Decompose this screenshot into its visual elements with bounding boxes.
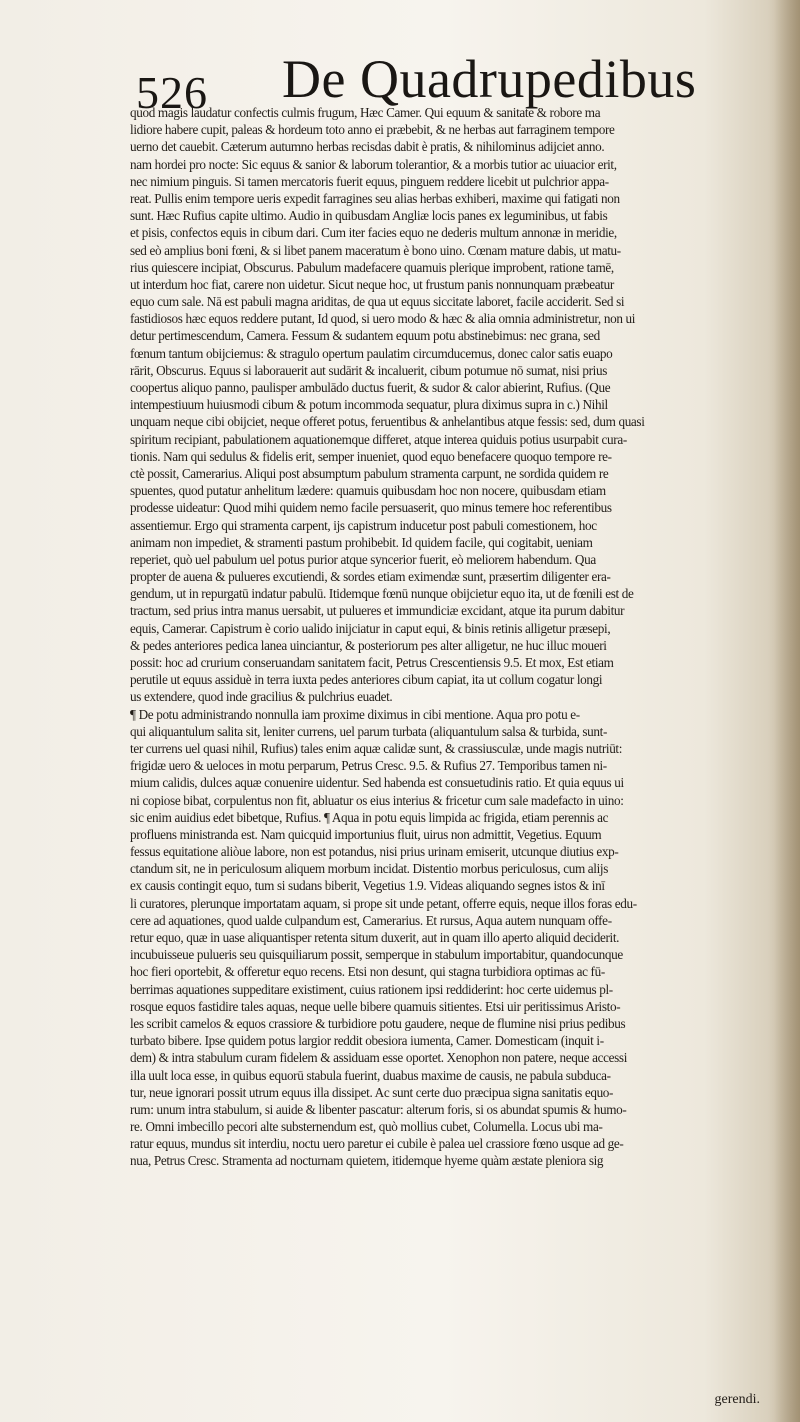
text-line: perutile ut equus assiduè in terra iuxta pedes anteriores cibum capiat, ita ut collum cogatur longi	[130, 672, 603, 688]
text-line: profluens ministranda est. Nam quicquid importunius fluit, uirus non admittit, Vegetius. Equum	[130, 826, 602, 842]
text-line: hoc fieri oportebit, & offeretur equo recens. Etsi non desunt, qui stagna turbidiora optimas ac fū-	[130, 964, 605, 980]
text-line: sed eò amplius boni fœni, & si libet panem maceratum è bono uino. Cœnam mature dabis, ut matu-	[130, 242, 621, 258]
text-line: fastidiosos hæc equos reddere putant, Id quod, si uero modo & hæc & alia omnia administretur, non ui	[130, 311, 636, 327]
text-line: ¶ De potu administrando nonnulla iam proxime diximus in cibi mentione. Aqua pro potu e-	[130, 706, 580, 722]
text-line: us extendere, quod inde gracilius & pulchrius euadet.	[130, 689, 393, 705]
text-line: ter currens uel quasi nihil, Rufius) tales enim aquæ calidæ sunt, & crassiusculæ, unde magis nutriūt:	[130, 740, 623, 756]
text-line: rārit, Obscurus. Equus si laborauerit aut sudārit & incaluerit, cibum potumue nō sumat, nisi prius	[130, 362, 607, 378]
text-line: tractum, sed prius intra manus uersabit, ut pulueres et immundiciæ excidant, atque ita purum dabitur	[130, 603, 625, 619]
text-line: unquam neque cibi obijciet, neque offeret potus, feruentibus & anhelantibus atque fessis: sed, dum quasi	[130, 414, 645, 430]
text-line: propter de auena & pulueres excutiendi, & sordes etiam eximendæ sunt, præsertim diligenter era-	[130, 569, 611, 585]
text-line: sunt. Hæc Rufius capite ultimo. Audio in quibusdam Angliæ locis panes ex leguminibus, ut fabis	[130, 208, 608, 224]
text-line: nec nimium pinguis. Si tamen mercatoris fuerit equus, pinguem reddere licebit ut pulchrior appa-	[130, 173, 609, 189]
text-line: coopertus aliquo panno, paulisper ambulādo ductus fuerit, & sudor & calor abierint, Rufius. (Que	[130, 380, 611, 395]
text-line: nua, Petrus Cresc. Stramenta ad nocturnam quietem, itidemque hyeme quàm æstate pleniora sig	[130, 1153, 604, 1169]
text-line: & pedes anteriores pedica lanea uinciantur, & posteriorum pes alter alligetur, ne huc illuc moueri	[130, 637, 607, 653]
text-line: turbato bibere. Ipse quidem potus largior reddit obesiora iumenta, Camer. Domesticam (inquit i-	[130, 1033, 604, 1049]
text-line: detur pertimescendum, Camera. Fessum & sudantem equum potu abstinebimus: nec grana, sed	[130, 328, 600, 344]
text-line: tionis. Nam qui sedulus & fidelis erit, semper inueniet, quod equo benefacere quoquo tempore re-	[130, 448, 612, 464]
text-line: lidiore habere cupit, paleas & hordeum toto anno ei præbebit, & ne herbas aut farraginem tempore	[130, 122, 615, 138]
catchword: gerendi.	[714, 1392, 760, 1407]
text-line: ratur equus, mundus sit interdiu, noctu uero paretur ei cubile è palea uel crassiore fœno usque ad ge-	[130, 1136, 624, 1152]
text-line: intempestiuum huiusmodi cibum & potum incommoda sequatur, plura diximus supra in c.) Nihil	[130, 397, 608, 413]
text-line: incubuisseue pulueris seu quisquiliarum possit, semperque in stabulum importabitur, quandocunque	[130, 947, 623, 963]
text-line: assentiemur. Ergo qui stramenta carpent, ijs capistrum inducetur post pabuli comestionem, hoc	[130, 517, 597, 533]
text-line: ni copiose bibat, corpulentus non fit, abluatur os eius interius & fricetur cum sale madefacto in uino:	[130, 792, 624, 808]
text-line: li curatores, plerunque importatam aquam, si prope sit unde petant, offerre equis, neque illos foras edu-	[130, 895, 637, 911]
text-line: fessus equitatione aliòue labore, non est potandus, nisi prius urinam emiserit, utcunque diutius exp-	[130, 844, 619, 860]
text-line: qui aliquantulum salita sit, leniter currens, uel parum turbata (aliquantulum salsa & turbida, sunt-	[130, 723, 607, 739]
text-line: rosque equos fastidire tales aquas, neque uelle bibere quamuis sitientes. Etsi uir peritissimus Aristo-	[130, 998, 621, 1014]
text-line: prodesse uideatur: Quod mihi quidem nemo facile persuaserit, quo minus temere hoc referentibus	[130, 500, 612, 516]
text-line: illa uult loca esse, in quibus equorū stabula fuerint, duabus maxime de causis, ne pabula subduca-	[130, 1067, 611, 1083]
text-line: reperiet, quò uel pabulum uel potus purior atque syncerior fuerit, eò meliorem habendum. Qua	[130, 551, 596, 567]
text-line: ex causis contingit equo, tum si sudans biberit, Vegetius 1.9. Videas aliquando segnes istos & inī	[130, 878, 605, 894]
text-line: quod magis laudatur confectis culmis frugum, Hæc Camer. Qui equum & sanitate & robore ma	[130, 105, 601, 120]
text-line: frigidæ uero & ueloces in motu perparum, Petrus Cresc. 9.5. & Rufius 27. Temporibus tamen ni-	[130, 758, 607, 774]
text-line: dem) & intra stabulum curam fidelem & assiduam esse oportet. Xenophon non patere, neque accessi	[130, 1050, 628, 1066]
page-number: 526	[136, 67, 208, 118]
text-line: ut interdum hoc fiat, carere non uidetur. Sicut neque hoc, ut frustum panis nonnunquam præbeatur	[130, 276, 614, 292]
text-line: spiritum recipiant, pabulationem aquationemque differet, atque interea quiduis potius usurpabit cura-	[130, 431, 627, 447]
running-title: De Quadrupedibus	[282, 49, 697, 109]
text-line: mium calidis, dulces aquæ conuenire uidentur. Sed habenda est consuetudinis ratio. Et quia equus ui	[130, 775, 624, 791]
text-line: cere ad aquationes, quod ualde culpandum est, Camerarius. Et rursus, Aqua autem nunquam offe-	[130, 912, 612, 928]
text-line: tur, neue ignorari possit utrum equus illa dissipet. Ac sunt certe duo præcipua signa sanitatis equo-	[130, 1084, 614, 1100]
body-text	[130, 104, 782, 1170]
text-line: rum: unum intra stabulum, si auide & libenter pascatur: alterum foris, si os abundat spumis & humo-	[130, 1101, 627, 1117]
text-line: berrimas aquationes suppeditare existiment, cuius rationem ipsi reddiderint: hoc certe uidemus pl-	[130, 981, 613, 997]
text-line: nam hordei pro nocte: Sic equus & sanior & laborum tolerantior, & a morbis tutior ac uiuacior erit,	[130, 156, 617, 172]
text-line: ctè possit, Camerarius. Aliqui post absumptum pabulum stramenta carpunt, ne sordida quidem re	[130, 465, 609, 481]
text-line: re. Omni imbecillo pecori alte substernendum est, quò mollius cubet, Columella. Locus ubi ma-	[130, 1119, 603, 1135]
text-line: gendum, ut in repurgatū indatur pabulū. Itidemque fœnū nunque obijcietur equo ita, ut de fœnili est de	[130, 586, 634, 602]
text-line: les scribit camelos & equos crassiore & turbidiore potu gaudere, neque de flumine nisi prius pedibus	[130, 1015, 626, 1031]
text-line: rius quiescere incipiat, Obscurus. Pabulum madefacere quamuis plerique improbent, ratione tamē,	[130, 259, 614, 275]
text-line: ctandum sit, ne in periculosum aliquem morbum incidat. Distentio morbus periculosus, cum alijs	[130, 861, 609, 877]
text-line: sic enim auidius edet bibetque, Rufius. ¶ Aqua in potu equis limpida ac frigida, etiam perennis ac	[130, 809, 609, 825]
text-line: spuentes, quod putatur anhelitum lædere: quamuis quibusdam hoc non nocere, quibusdam etiam	[130, 483, 606, 499]
text-line: possit: hoc ad crurium conseruandam sanitatem facit, Petrus Crescentiensis 9.5. Et mox, Est etiam	[130, 655, 614, 670]
text-line: animam non impediet, & stramenti pastum prohibebit. Id quidem facile, qui cogitabit, ueniam	[130, 534, 593, 550]
text-line: equo cum sale. Nā est pabuli magna ariditas, de qua ut equus siccitate laboret, facile acciderit. Sed si	[130, 294, 625, 310]
text-line: equis, Camerar. Capistrum è corio ualido inijciatur in caput equi, & binis retinis alligetur præsepi,	[130, 620, 611, 636]
text-line: fœnum tantum obijciemus: & stragulo opertum paulatim circumducemus, donec calor satis euapo	[130, 345, 613, 361]
text-line: et pisis, confectos equis in cibum dari. Cum iter facies equo ne dederis multum annonæ in meridie,	[130, 225, 617, 241]
text-line: uerno det cauebit. Cæterum autumno herbas recisdas dabit è pratis, & nihilominus adijciet anno.	[130, 139, 605, 155]
text-line: reat. Pullis enim tempore ueris expedit farragines seu alias herbas exhiberi, maxime qui fatigati non	[130, 190, 620, 206]
text-line: retur equo, quæ in uase aliquantisper retenta situm duxerit, aut in quam illo aperto aliquid deciderit.	[130, 930, 620, 945]
